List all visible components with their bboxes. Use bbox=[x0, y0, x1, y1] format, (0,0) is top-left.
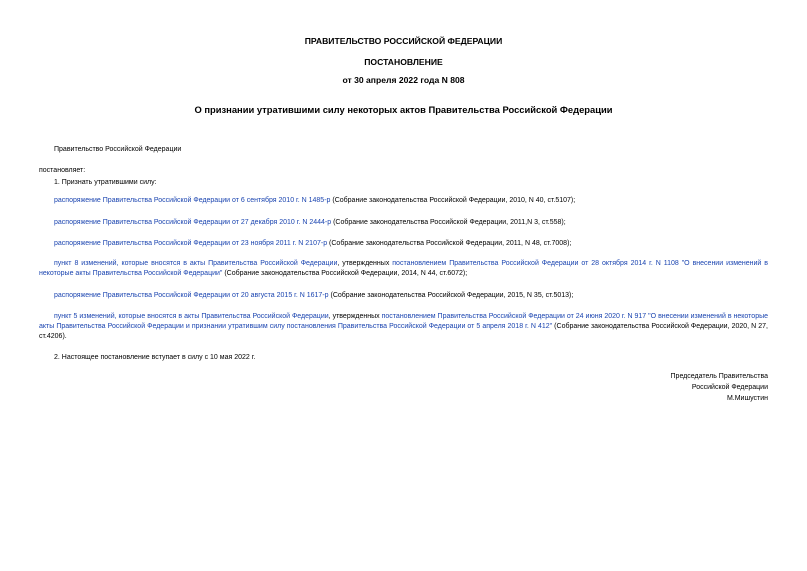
act-item bbox=[39, 291, 768, 301]
act-connector: , утвержденных bbox=[328, 313, 382, 320]
act-link[interactable]: распоряжение Правительства Российской Федерации от 6 сентября 2010 г. N 1485-р bbox=[54, 197, 331, 204]
signatory-title-line1: Председатель Правительства bbox=[670, 373, 768, 380]
act-item bbox=[39, 312, 768, 342]
signatory-title-line2: Российской Федерации bbox=[691, 384, 768, 391]
act-item bbox=[39, 259, 768, 279]
act-link[interactable]: распоряжение Правительства Российской Федерации от 23 ноября 2011 г. N 2107-р bbox=[54, 240, 328, 247]
act-item bbox=[39, 239, 768, 249]
act-link[interactable]: пункт 5 изменений, которые вносятся в акты Правительства Российской Федерации bbox=[54, 313, 329, 320]
act-source: (Собрание законодательства Российской Федерации, 2011,N 3, ст.558); bbox=[331, 219, 566, 226]
act-link[interactable]: пункт 8 изменений, которые вносятся в акты Правительства Российской Федерации bbox=[54, 260, 338, 267]
document-title: О признании утратившими силу некоторых актов Правительства Российской Федерации bbox=[194, 104, 613, 115]
intro-text: Правительство Российской Федерации bbox=[54, 146, 182, 153]
act-item bbox=[39, 218, 768, 228]
signatory-name: М.Мишустин bbox=[726, 395, 768, 402]
resolves-text: постановляет: bbox=[39, 167, 86, 174]
act-link[interactable]: постановлением Правительства Российской Федерации от 28 октября 2014 г. N 1108 "О внесении изменений в некоторые акты Правительства Российской Федерации" bbox=[39, 260, 769, 277]
act-link[interactable]: распоряжение Правительства Российской Федерации от 20 августа 2015 г. N 1617-р bbox=[54, 292, 329, 299]
signature-block bbox=[671, 371, 768, 404]
act-item bbox=[39, 196, 768, 206]
item-1-label: 1. Признать утратившими силу: bbox=[54, 179, 157, 186]
document-date-number: от 30 апреля 2022 года N 808 bbox=[342, 75, 465, 85]
act-source: (Собрание законодательства Российской Федерации, 2020, N 27, ст.4206). bbox=[39, 323, 768, 340]
act-source: (Собрание законодательства Российской Федерации, 2010, N 40, ст.5107); bbox=[330, 197, 576, 204]
document-type: ПОСТАНОВЛЕНИЕ bbox=[364, 57, 443, 67]
act-link[interactable]: постановлением Правительства Российской Федерации от 24 июня 2020 г. N 917 "О внесении изменений в некоторые акты Правительства Российской Федерации и признании утратившим силу постановления Правительства Российской Федерации от 5 апреля 2018 г. N 412" bbox=[39, 313, 769, 330]
act-source: (Собрание законодательства Российской Федерации, 2011, N 48, ст.7008); bbox=[327, 240, 572, 247]
item-2-text: 2. Настоящее постановление вступает в силу с 10 мая 2022 г. bbox=[54, 354, 256, 361]
act-source: (Собрание законодательства Российской Федерации, 2014, N 44, ст.6072); bbox=[222, 270, 468, 277]
act-link[interactable]: распоряжение Правительства Российской Федерации от 27 декабря 2010 г. N 2444-р bbox=[54, 219, 332, 226]
issuing-authority: ПРАВИТЕЛЬСТВО РОССИЙСКОЙ ФЕДЕРАЦИИ bbox=[304, 36, 503, 46]
act-connector: , утвержденных bbox=[337, 260, 393, 267]
act-source: (Собрание законодательства Российской Федерации, 2015, N 35, ст.5013); bbox=[328, 292, 574, 299]
